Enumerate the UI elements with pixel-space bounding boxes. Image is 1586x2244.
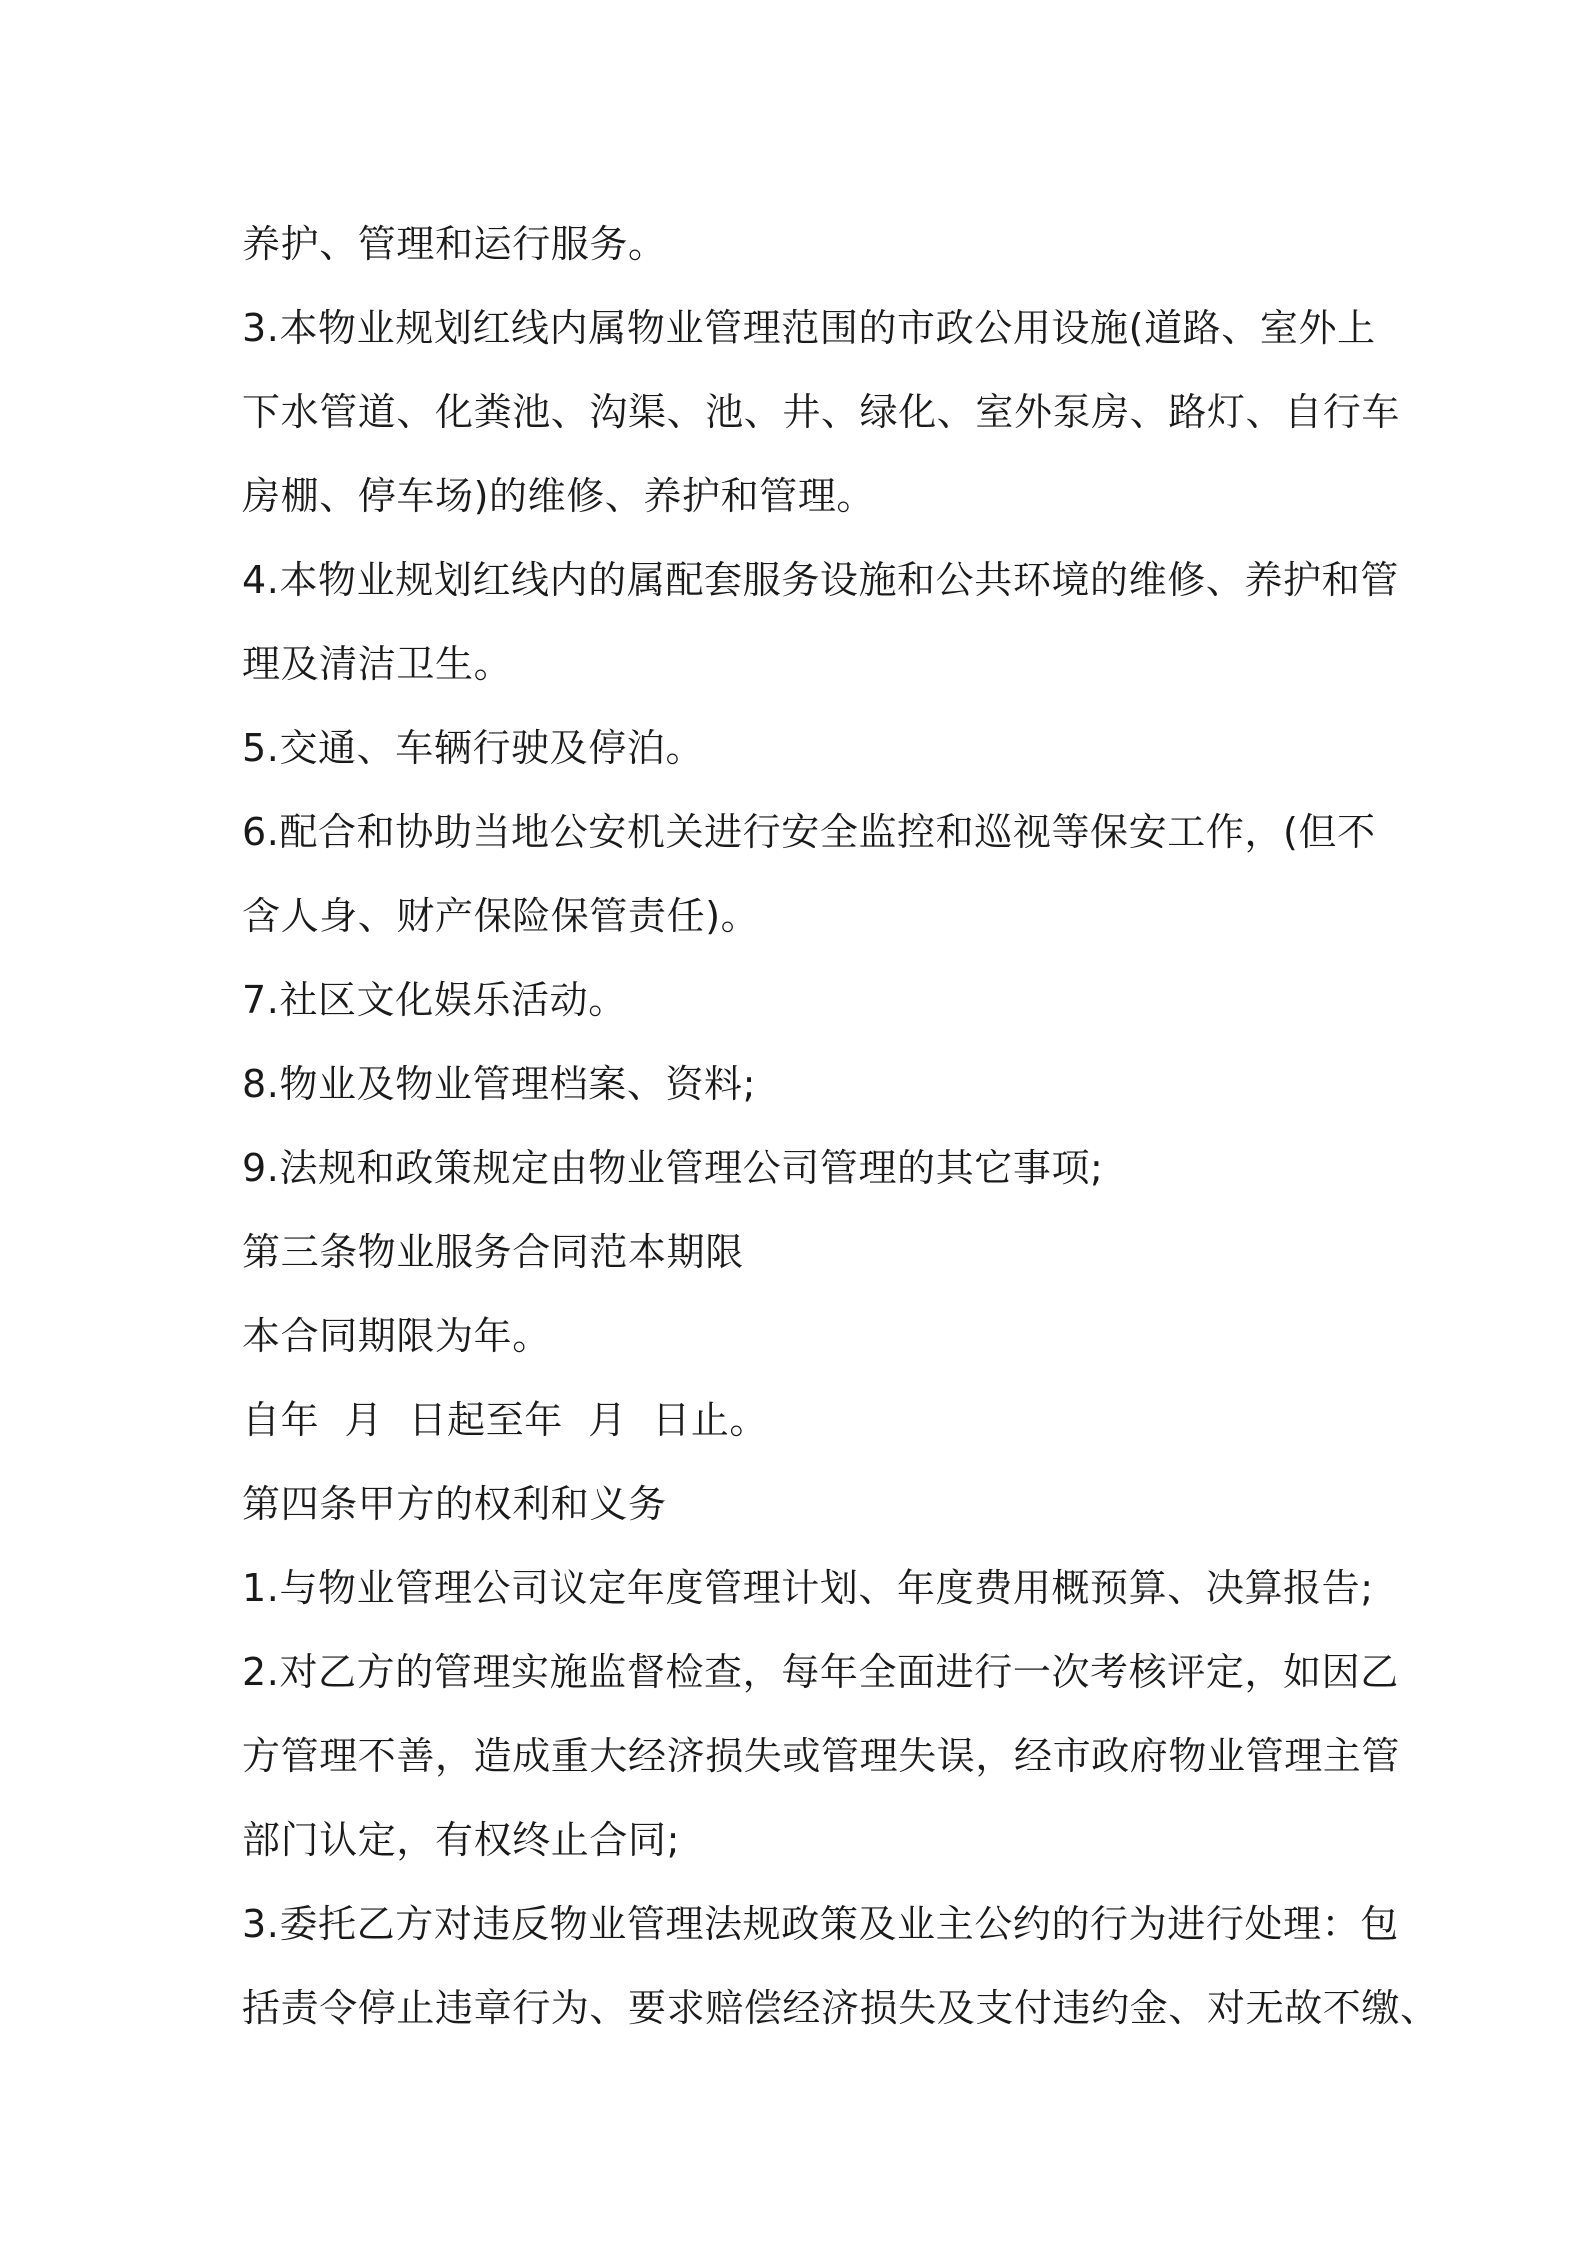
text-line-10: 7.社区文化娱乐活动。 xyxy=(242,978,627,1022)
text-line-22: 括责令停止违章行为、要求赔偿经济损失及支付违约金、对无故不缴、 xyxy=(242,1986,1439,2030)
text-line-14: 本合同期限为年。 xyxy=(242,1314,551,1358)
text-line-7: 5.交通、车辆行驶及停泊。 xyxy=(242,726,705,770)
text-line-1: 养护、管理和运行服务。 xyxy=(242,222,667,266)
document-page xyxy=(242,202,1439,2050)
text-line-6: 理及清洁卫生。 xyxy=(242,642,513,686)
text-line-11: 8.物业及物业管理档案、资料; xyxy=(242,1062,757,1106)
text-line-4: 房棚、停车场)的维修、养护和管理。 xyxy=(242,474,876,518)
text-line-2: 3.本物业规划红线内属物业管理范围的市政公用设施(道路、室外上 xyxy=(242,306,1376,350)
section-heading-party-a: 第四条甲方的权利和义务 xyxy=(242,1482,667,1526)
text-line-19: 方管理不善，造成重大经济损失或管理失误，经市政府物业管理主管 xyxy=(242,1734,1401,1778)
text-line-8: 6.配合和协助当地公安机关进行安全监控和巡视等保安工作，(但不 xyxy=(242,810,1376,854)
text-line-17: 1.与物业管理公司议定年度管理计划、年度费用概预算、决算报告; xyxy=(242,1566,1374,1610)
text-line-12: 9.法规和政策规定由物业管理公司管理的其它事项; xyxy=(242,1146,1104,1190)
text-line-5: 4.本物业规划红线内的属配套服务设施和公共环境的维修、养护和管 xyxy=(242,558,1399,602)
text-line-20: 部门认定，有权终止合同; xyxy=(242,1818,681,1862)
section-heading-term: 第三条物业服务合同范本期限 xyxy=(242,1230,744,1274)
text-line-15: 自年 月 日起至年 月 日止。 xyxy=(242,1398,769,1442)
text-line-3: 下水管道、化粪池、沟渠、池、井、绿化、室外泵房、路灯、自行车 xyxy=(242,390,1401,434)
text-line-21: 3.委托乙方对违反物业管理法规政策及业主公约的行为进行处理：包 xyxy=(242,1902,1399,1946)
text-line-9: 含人身、财产保险保管责任)。 xyxy=(242,894,760,938)
text-line-18: 2.对乙方的管理实施监督检查，每年全面进行一次考核评定，如因乙 xyxy=(242,1650,1399,1694)
